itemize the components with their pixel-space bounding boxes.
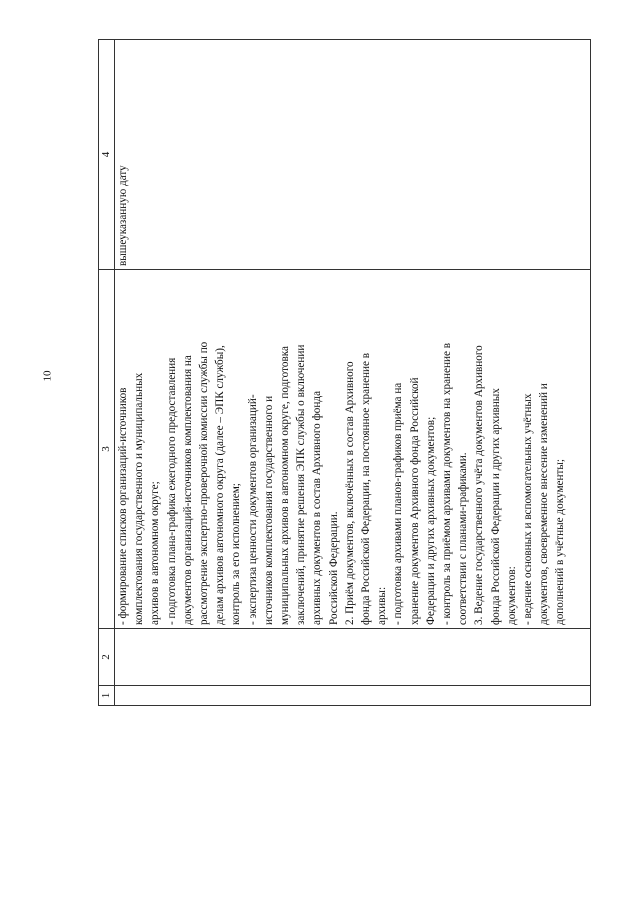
deadline-text: [115, 43, 131, 266]
header-col-2: 2: [99, 629, 115, 686]
page-number: 10: [41, 370, 54, 382]
text-line: комплектования государственного и муниципальных: [133, 372, 146, 625]
text-line: архивных документов в состав Архивного фонда: [311, 390, 324, 625]
header-col-3: 3: [99, 270, 115, 629]
text-line: - ведение основных и вспомогательных учётных: [522, 393, 535, 625]
text-line: архивов в автономном округе;: [149, 481, 162, 625]
header-col-1: 1: [99, 686, 115, 706]
text-line: заключений, принятие решения ЭПК службы о включении: [295, 344, 308, 625]
text-line: - экспертиза ценности документов организаций-: [246, 394, 259, 625]
text-line: дополнений в учётные документы;: [554, 459, 567, 625]
schedule-table: [98, 39, 591, 706]
text-line: документов организаций-источников комплектования на: [181, 355, 194, 625]
text-line: - подготовка архивами планов-графиков приёма на: [392, 382, 405, 625]
text-line: Российской Федерации.: [327, 511, 340, 625]
text-line: фонда Российской Федерации и других архивных: [489, 388, 502, 625]
text-line: хранение документов Архивного фонда Российской: [408, 377, 421, 625]
activities-text: [115, 273, 569, 625]
text-line: рассмотрение экспертно-проверочной комиссии службы по: [198, 341, 211, 625]
text-line: - подготовка плана-графика ежегодного предоставления: [165, 357, 178, 625]
text-line: - формирование списков организаций-источников: [117, 387, 129, 625]
text-line: источников комплектования государственного и: [262, 395, 275, 625]
cell-col-2: [115, 629, 591, 686]
document-page-rotated: [98, 39, 591, 706]
table-row: [115, 40, 591, 706]
text-line: 2. Приём документов, включённых в состав Архивного: [343, 361, 356, 625]
text-line: - контроль за приёмом архивами документов на хранение в: [441, 342, 454, 625]
text-line: муниципальных архивов в автономном округе, подготовка: [279, 346, 292, 625]
cell-col-4: [115, 40, 591, 270]
header-col-4: 4: [99, 40, 115, 270]
text-line: вышеуказанную дату: [117, 165, 129, 266]
text-line: документов:: [505, 566, 518, 625]
cell-col-1: [115, 686, 591, 706]
cell-col-3: [115, 270, 591, 629]
text-line: фонда Российской Федерации, на постоянное хранение в: [360, 352, 373, 625]
text-line: контроль за его исполнением;: [230, 483, 243, 625]
table-header-row: [99, 40, 115, 706]
text-line: Федерации и других архивных документов;: [424, 416, 437, 625]
text-line: 3. Ведение государственного учёта документов Архивного: [473, 345, 486, 625]
text-line: делам архивов автономного округа (далее – ЭПК службы),: [214, 345, 227, 625]
text-line: документов, своевременное внесение изменений и: [538, 383, 551, 625]
text-line: архивы:: [376, 586, 389, 625]
text-line: соответствии с планами-графиками.: [457, 452, 470, 625]
